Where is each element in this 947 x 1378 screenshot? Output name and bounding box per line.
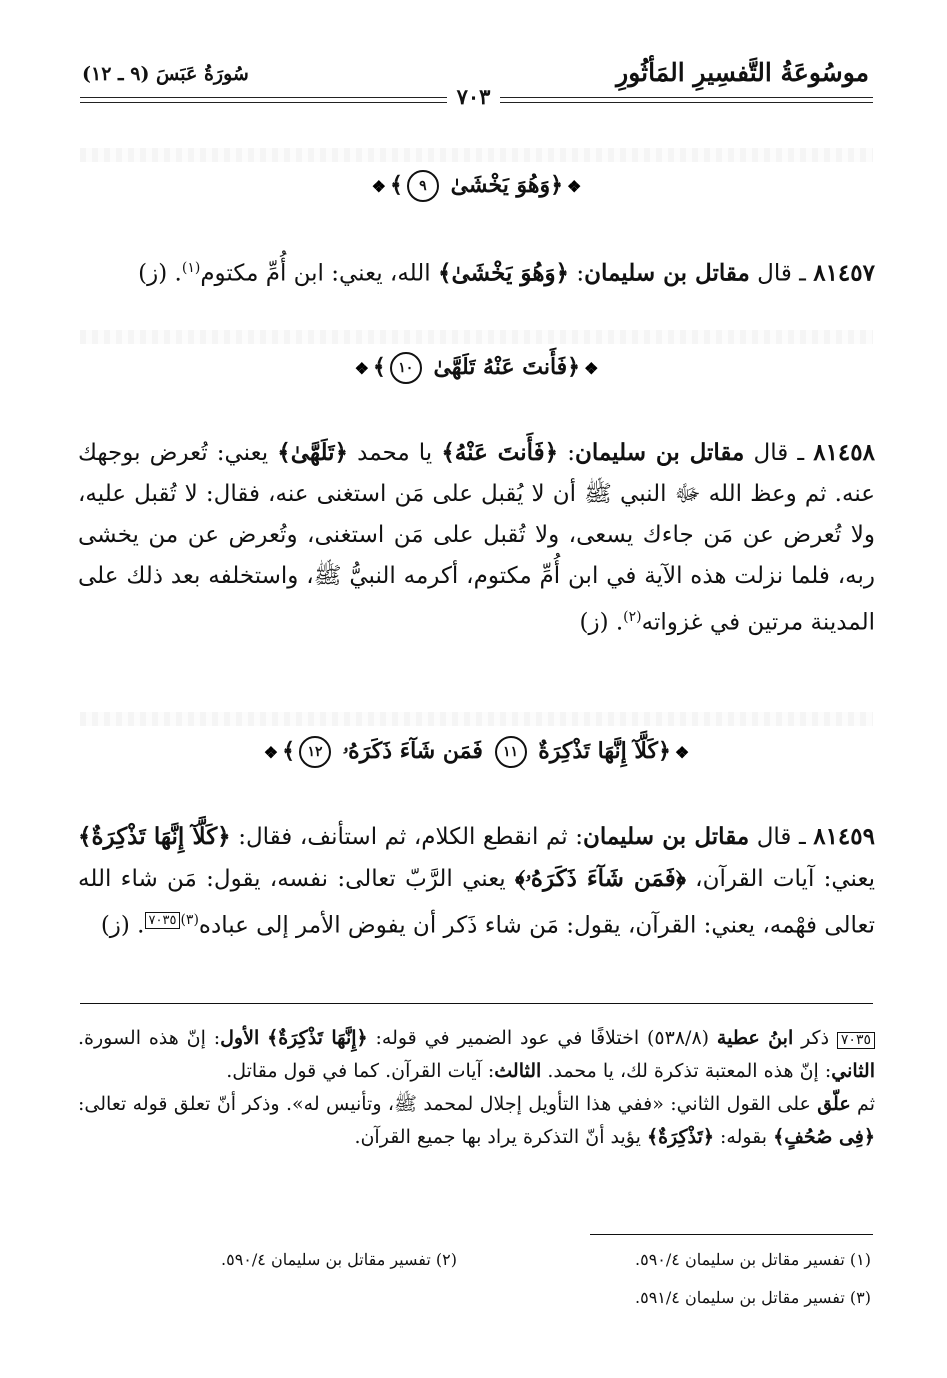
verse-number: ١٢ (299, 736, 331, 768)
speaker-name: مقاتل بن سليمان (582, 823, 750, 850)
text: . (ز) (138, 260, 182, 287)
bleed-through (80, 330, 873, 344)
text: : ثم انقطع الكلام، ثم استأنف، فقال: (230, 824, 583, 850)
footnote-3: (٣) تفسير مقاتل بن سليمان ٥٩١/٤. (635, 1288, 871, 1307)
opinion-label: الأول (220, 1027, 260, 1049)
quran-quote: ﴿فَمَن شَآءَ ذَكَرَهُۥ﴾ (514, 865, 686, 892)
footnote-ref: (٣) (180, 912, 199, 928)
text: : (569, 260, 585, 287)
commentary-paragraph (78, 1022, 875, 1088)
speaker-name: مقاتل بن سليمان (584, 259, 750, 287)
text: . (ز) (100, 912, 145, 939)
ornament-icon: ❖ (584, 359, 599, 378)
quran-quote: ﴿فِى صُحُفٍ﴾ (773, 1126, 875, 1148)
ornament-icon: ❖ (354, 359, 369, 378)
verse-close: ﴾ (390, 172, 403, 198)
verse-text: ﴿فَأَنتَ عَنْهُ تَلَهَّىٰ (433, 354, 581, 380)
narration-number: ٨١٤٥٧ (813, 259, 875, 287)
text: يا محمد (347, 440, 442, 466)
text: ـ قال (749, 260, 814, 287)
narration-81458 (78, 432, 875, 644)
speaker-name: مقاتل بن سليمان (574, 439, 745, 466)
footnote-divider (590, 1234, 873, 1235)
footnote-ref: (١) (181, 260, 201, 276)
text: : إنّ هذه المعتبة تذكرة لك، يا محمد. (541, 1060, 832, 1082)
verse-close: ﴾ (282, 738, 295, 764)
bleed-through (80, 712, 873, 726)
text: يعني: تُعرض بوجهك عنه. ثم وعظ الله ﷻ النبي ﷺ أن لا يُقبل على مَن استغنى عنه، فقال: لا تُقبل عليه، ولا تُعرض عن مَن جاءك يسعى، ولا تُقبل على مَن استغنى، وتُعرض عن من يخشى ربه، فلما نزلت هذه الآية في ابن أُمِّ مكتوم، أكرمه النبيُّ ﷺ، واستخلفه بعد ذلك على المدينة مرتين في غزواته (78, 440, 875, 636)
page-number: ٧٠٣ (447, 84, 501, 109)
opinion-label: الثاني (831, 1060, 875, 1082)
text (259, 1027, 267, 1049)
section-divider (80, 1003, 873, 1004)
verse-banner (80, 736, 873, 768)
quran-quote: ﴿تَلَهَّىٰ﴾ (277, 439, 348, 466)
page-number-wrap (0, 84, 947, 109)
narration-81457 (78, 248, 875, 295)
verse-number: ١٠ (390, 352, 422, 384)
text: يؤيد أنّ التذكرة يراد بها جميع القرآن. (354, 1126, 647, 1148)
narration-number: ٨١٤٥٨ (813, 439, 875, 466)
verse-number: ١١ (495, 736, 527, 768)
quran-quote: ﴿كَلَّآ إِنَّهَا تَذْكِرَةٌ﴾ (78, 823, 231, 850)
text: ـ قال (744, 440, 814, 466)
commentary-ref-box: ٧٠٣٥ (837, 1032, 875, 1049)
verse-banner (80, 352, 873, 384)
bleed-through (80, 148, 873, 162)
verse-number: ٩ (407, 170, 439, 202)
ornament-icon: ❖ (371, 177, 386, 196)
quran-quote: ﴿وَهُوَ يَخْشَىٰ﴾ (438, 259, 570, 287)
ornament-icon: ❖ (263, 743, 279, 762)
surah-range: سُورَةُ عَبَسَ (٩ ـ ١٢) (82, 63, 249, 85)
text: ـ قال (749, 824, 814, 850)
text: ذكر (793, 1027, 837, 1049)
text: يعني الرَّبّ تعالى: نفسه، يقول: مَن شاء الله تعالى فهْمه، يعني: القرآن، يقول: مَن شاء ذَكر أن يفوض الأمر إلى عباده (78, 866, 875, 939)
text: (٥٣٨/٨) اختلافًا في عود الضمير في قوله: (367, 1027, 717, 1049)
verse-close: ﴾ (372, 354, 386, 380)
footnote-1: (١) تفسير مقاتل بن سليمان ٥٩٠/٤. (635, 1250, 871, 1269)
text: . (ز) (579, 609, 624, 636)
text: بقوله: (713, 1126, 774, 1148)
commentary-paragraph (78, 1088, 875, 1154)
verse-text: ﴿كَلَّآ إِنَّهَا تَذْكِرَةٌ (538, 738, 671, 764)
opinion-label: الثالث (494, 1060, 542, 1082)
text: : إنّ هذه السورة. (78, 1027, 221, 1049)
verse-text: ﴿وَهُوَ يَخْشَىٰ (450, 172, 563, 198)
quran-quote: ﴿فَأَنتَ عَنْهُ﴾ (441, 439, 559, 466)
quran-quote: ﴿إِنَّهَا تَذْكِرَةٌ﴾ (267, 1027, 368, 1049)
ornament-icon: ❖ (567, 177, 582, 196)
verse-text: فَمَن شَآءَ ذَكَرَهُۥ (342, 738, 483, 764)
author-name: ابنُ عطية (716, 1027, 794, 1049)
text: الله، يعني: ابن أُمِّ مكتوم (200, 260, 439, 287)
footnote-2: (٢) تفسير مقاتل بن سليمان ٥٩٠/٤. (221, 1250, 457, 1269)
text: ثم (850, 1093, 875, 1115)
commentary-ref-box: ٧٠٣٥ (145, 912, 181, 929)
narration-81459 (78, 816, 875, 947)
keyword: علّق (817, 1093, 851, 1115)
text: : (558, 440, 575, 466)
verse-banner (80, 170, 873, 202)
commentary-note (78, 1022, 875, 1154)
text: : آيات القرآن. كما في قول مقاتل. (226, 1060, 495, 1082)
quran-quote: ﴿تَذْكِرَةٌ﴾ (646, 1126, 714, 1148)
narration-number: ٨١٤٥٩ (813, 823, 875, 850)
ornament-icon: ❖ (674, 743, 690, 762)
text: يعني: آيات القرآن، (685, 866, 875, 892)
book-title: موسُوعَةُ التَّفسِيرِ المَأثُورِ (616, 58, 869, 87)
footnote-ref: (٢) (623, 609, 642, 625)
text: على القول الثاني: «ففي هذا التأويل إجلال لمحمد ﷺ، وتأنيس له». وذكر أنّ تعلق قوله تعالى: (78, 1093, 818, 1115)
